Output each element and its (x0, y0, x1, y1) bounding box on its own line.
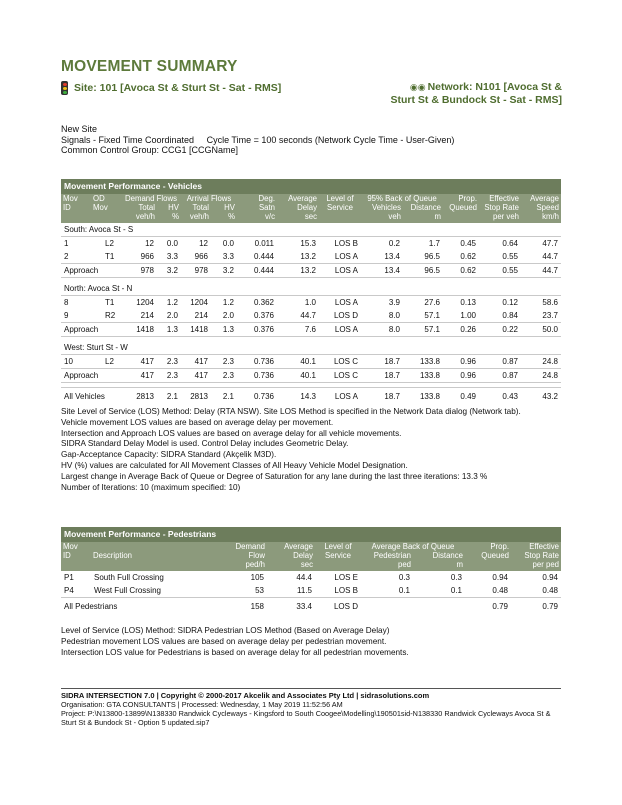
table-cell: 133.8 (403, 369, 443, 383)
table-cell: 1.2 (166, 298, 178, 307)
table-cell: 0.736 (237, 369, 277, 383)
table-cell: 0.13 (460, 298, 476, 307)
footer-organisation: Organisation: GTA CONSULTANTS | Processed: Wednesday, 1 May 2019 11:52:56 AM (61, 700, 343, 709)
table-cell: 57.1 (403, 323, 443, 337)
note-line: SIDRA Standard Delay Model is used. Control Delay includes Geometric Delay. (61, 439, 349, 449)
network-heading (387, 81, 562, 107)
table-cell: 133.8 (403, 388, 443, 405)
table-cell: 0.1 (398, 586, 410, 595)
table-cell: 0.376 (237, 323, 277, 337)
col-header: km/h (521, 212, 561, 223)
col-header: Demand (211, 542, 267, 551)
table-cell: 53 (255, 586, 264, 595)
table-cell: LOS A (319, 264, 361, 278)
footer (61, 688, 561, 727)
footer-project: Project: P:\N13800-13899\N138330 Randwick Cycleways - Kingsford to South Coogee\Modelling\190501sid-N138330 Randwick Cycleways Avoca St & Sturt St & Bundock St - Option 5 updated.sip7 (61, 709, 551, 727)
col-header: m (413, 560, 465, 571)
table-cell: 11.5 (297, 586, 312, 595)
col-header: Demand Flows (121, 194, 181, 203)
table-cell: 13.2 (300, 252, 316, 261)
table-cell: 43.2 (521, 388, 561, 405)
table-cell: West Full Crossing (94, 586, 161, 595)
pedestrians-body (61, 571, 561, 614)
note-line: HV (%) values are calculated for All Movement Classes of All Heavy Vehicle Model Designation. (61, 460, 408, 470)
info-line: Signals - Fixed Time Coordinated Cycle Time = 100 seconds (Network Cycle Time - User-Given) (61, 134, 455, 145)
note-line: Site Level of Service (LOS) Method: Delay (RTA NSW). Site LOS Method is specified in the Network Data dialog (Network tab). (61, 407, 521, 416)
section-name: West: Sturt St - W (61, 341, 561, 355)
table-cell: 44.7 (521, 264, 561, 278)
col-header: Effective (479, 194, 521, 203)
table-cell: 13.4 (384, 252, 400, 261)
table-cell: 0.12 (502, 298, 518, 307)
table-cell: LOS A (334, 252, 358, 261)
table-cell: 1204 (190, 298, 208, 307)
table-cell: 0.49 (443, 388, 479, 405)
table-cell: 0.736 (253, 357, 274, 366)
table-cell: 0.87 (502, 357, 518, 366)
col-header: Vehicles (361, 203, 403, 212)
col-header: Queued (465, 551, 511, 560)
info-line: New Site (61, 124, 98, 134)
section-row (61, 282, 561, 296)
table-row (61, 355, 561, 369)
table-cell: 44.7 (542, 252, 558, 261)
table-cell: 0.444 (253, 252, 274, 261)
table-cell: 0.362 (253, 298, 274, 307)
col-header: Distance (413, 551, 465, 560)
table-cell: 0.87 (479, 369, 521, 383)
table-cell: 0.444 (237, 264, 277, 278)
table-row (61, 309, 561, 323)
note-line: Pedestrian movement LOS values are based on average delay per pedestrian movement. (61, 636, 387, 646)
col-header: Average (267, 542, 315, 551)
note-line: Intersection LOS value for Pedestrians is based on average delay for all pedestrian movements. (61, 647, 409, 657)
table-cell: P4 (64, 586, 74, 595)
col-header: v/c (237, 212, 277, 223)
site-info (61, 124, 454, 156)
table-cell: 0.48 (542, 586, 558, 595)
table-cell: LOS C (319, 369, 361, 383)
table-cell: 105 (250, 573, 264, 582)
col-header: Speed (521, 203, 561, 212)
table-cell: 44.4 (296, 573, 312, 582)
note-line: Level of Service (LOS) Method: SIDRA Pedestrian LOS Method (Based on Average Delay) (61, 626, 390, 635)
col-header: Description (91, 551, 211, 560)
table-cell: 0.96 (460, 357, 476, 366)
table-cell: 966 (140, 252, 154, 261)
table-cell: 3.3 (166, 252, 178, 261)
page-title: MOVEMENT SUMMARY (61, 58, 238, 75)
col-header: Effective (511, 542, 561, 551)
table-cell: 0.48 (492, 586, 508, 595)
col-header: veh/h (181, 212, 211, 223)
total-row (61, 598, 561, 615)
table-cell: 2.3 (166, 357, 178, 366)
table-cell: 978 (181, 264, 211, 278)
table-cell: 2.0 (222, 311, 234, 320)
col-header: Mov (61, 542, 91, 551)
table-cell: T1 (105, 298, 115, 307)
table-cell: 1.7 (428, 239, 440, 248)
table-cell: 13.4 (361, 264, 403, 278)
table-cell: 0.55 (479, 264, 521, 278)
col-header: per ped (511, 560, 561, 571)
table-cell: 2813 (181, 388, 211, 405)
table-cell: 0.2 (388, 239, 400, 248)
vehicles-body (61, 223, 561, 404)
table-cell: 0.1 (450, 586, 462, 595)
vehicle-notes (61, 407, 521, 493)
approach-row (61, 323, 561, 337)
table-cell: 0.3 (398, 573, 410, 582)
table-cell: All Vehicles (61, 388, 121, 405)
table-cell: 27.6 (424, 298, 440, 307)
table-cell: 0.45 (460, 239, 476, 248)
table-cell: 44.7 (300, 311, 316, 320)
table-cell: 1.3 (211, 323, 237, 337)
table-cell: 47.7 (542, 239, 558, 248)
vehicles-table-title: Movement Performance - Vehicles (61, 179, 561, 194)
col-header: Distance (403, 203, 443, 212)
table-cell (413, 598, 465, 615)
table-cell: 40.1 (300, 357, 316, 366)
table-cell: 214 (140, 311, 154, 320)
col-header: Service (315, 551, 361, 560)
table-cell: 0.0 (222, 239, 234, 248)
col-header: ID (61, 551, 91, 560)
table-cell: 966 (194, 252, 208, 261)
table-cell: 0.79 (511, 598, 561, 615)
col-header: Delay (267, 551, 315, 560)
table-cell: LOS D (315, 598, 361, 615)
col-header: Deg. (237, 194, 277, 203)
table-cell: 2.1 (211, 388, 237, 405)
note-line: Number of Iterations: 10 (maximum specified: 10) (61, 482, 241, 492)
col-header: Stop Rate (479, 203, 521, 212)
table-cell: LOS A (319, 388, 361, 405)
table-cell: 0.94 (492, 573, 508, 582)
table-cell: 1.3 (157, 323, 181, 337)
table-cell: 40.1 (277, 369, 319, 383)
table-cell: 96.5 (403, 264, 443, 278)
table-cell: T1 (105, 252, 115, 261)
total-row (61, 388, 561, 405)
table-cell: 0.55 (502, 252, 518, 261)
table-cell: 0.43 (479, 388, 521, 405)
table-cell: Approach (61, 369, 121, 383)
col-header: HV (211, 203, 237, 212)
footer-copyright: SIDRA INTERSECTION 7.0 | Copyright © 2000-2017 Akcelik and Associates Pty Ltd | sidrasolutions.com (61, 691, 430, 700)
col-header: veh/h (121, 212, 157, 223)
table-cell: 24.8 (542, 357, 558, 366)
col-header: Arrival Flows (181, 194, 237, 203)
table-cell: 2.3 (211, 369, 237, 383)
table-cell: 2.3 (157, 369, 181, 383)
table-cell: 0.26 (443, 323, 479, 337)
table-cell: 417 (140, 357, 154, 366)
pedestrians-grid (61, 542, 561, 614)
col-header: % (157, 212, 181, 223)
table-cell: P1 (64, 573, 74, 582)
table-cell: 0.22 (479, 323, 521, 337)
network-icon: ◉◉ (409, 82, 426, 92)
table-cell: Approach (61, 264, 121, 278)
table-cell: 18.7 (384, 357, 400, 366)
col-header: Mov (91, 203, 121, 212)
approach-row (61, 369, 561, 383)
table-cell: L2 (105, 239, 114, 248)
table-cell: 8.0 (361, 323, 403, 337)
vehicles-grid (61, 194, 561, 404)
table-cell: L2 (105, 357, 114, 366)
table-cell: 18.7 (361, 369, 403, 383)
col-header: Total (181, 203, 211, 212)
pedestrians-table-title: Movement Performance - Pedestrians (61, 527, 561, 542)
network-label: Network: N101 [Avoca St & Sturt St & Bundock St - Sat - RMS] (390, 81, 562, 106)
table-cell: 0.3 (450, 573, 462, 582)
approach-row (61, 264, 561, 278)
table-cell: 214 (194, 311, 208, 320)
table-cell: LOS D (333, 311, 358, 320)
table-row (61, 237, 561, 251)
col-header: ID (61, 203, 91, 212)
col-header: Mov (61, 194, 91, 203)
table-cell: 1418 (181, 323, 211, 337)
table-cell: 0.62 (460, 252, 476, 261)
table-cell: 96.5 (424, 252, 440, 261)
col-header: Flow (211, 551, 267, 560)
table-cell: 0.79 (465, 598, 511, 615)
table-cell: 7.6 (277, 323, 319, 337)
table-cell: 1204 (136, 298, 154, 307)
section-name: North: Avoca St - N (61, 282, 561, 296)
table-cell: 0.011 (254, 239, 274, 248)
col-header: Average (277, 194, 319, 203)
col-header: Satn (237, 203, 277, 212)
table-cell: 0.84 (502, 311, 518, 320)
section-row (61, 341, 561, 355)
section-row (61, 223, 561, 237)
col-header: Delay (277, 203, 319, 212)
table-cell: 158 (211, 598, 267, 615)
col-header: ped/h (211, 560, 267, 571)
table-cell: 9 (64, 311, 69, 320)
table-cell: 18.7 (361, 388, 403, 405)
table-cell: 12 (145, 239, 154, 248)
col-header: Pedestrian (361, 551, 413, 560)
table-cell: LOS C (333, 357, 358, 366)
ped-notes (61, 626, 409, 658)
table-cell: LOS E (334, 573, 358, 582)
table-cell: 8.0 (388, 311, 400, 320)
note-line: Vehicle movement LOS values are based on average delay per movement. (61, 417, 334, 427)
table-cell: 1.00 (460, 311, 476, 320)
vehicles-table (61, 179, 561, 404)
note-line: Largest change in Average Back of Queue or Degree of Saturation for any lane during the last three iterations: 13.3 % (61, 471, 488, 481)
table-cell: 0.736 (237, 388, 277, 405)
table-cell: 0.96 (443, 369, 479, 383)
table-cell: 0.64 (502, 239, 518, 248)
table-cell: 2.3 (222, 357, 234, 366)
table-cell: 978 (121, 264, 157, 278)
table-cell: LOS B (334, 239, 358, 248)
col-header: Average Back of Queue (361, 542, 465, 551)
table-cell: 3.2 (211, 264, 237, 278)
table-cell: 2813 (121, 388, 157, 405)
col-header: Level of (315, 542, 361, 551)
col-header: ped (361, 560, 413, 571)
col-header: per veh (479, 212, 521, 223)
table-cell: 1418 (121, 323, 157, 337)
table-cell: LOS A (334, 298, 358, 307)
table-cell: 0.62 (443, 264, 479, 278)
table-cell (361, 598, 413, 615)
table-cell: 13.2 (277, 264, 319, 278)
table-cell: 58.6 (542, 298, 558, 307)
table-cell: 133.8 (419, 357, 440, 366)
site-label: Site: 101 [Avoca St & Sturt St - Sat - RMS] (74, 82, 282, 94)
table-cell: Approach (61, 323, 121, 337)
table-cell: 33.4 (267, 598, 315, 615)
traffic-light-icon (61, 81, 68, 95)
table-cell: 57.1 (424, 311, 440, 320)
table-cell: All Pedestrians (61, 598, 211, 615)
col-header: Queued (443, 203, 479, 212)
table-cell: South Full Crossing (94, 573, 164, 582)
table-row (61, 296, 561, 310)
table-cell: R2 (105, 311, 116, 320)
table-cell: 2.0 (166, 311, 178, 320)
col-header: Average (521, 194, 561, 203)
table-cell: 417 (181, 369, 211, 383)
table-cell: 15.3 (300, 239, 316, 248)
col-header: Prop. (443, 194, 479, 203)
section-name: South: Avoca St - S (61, 223, 561, 237)
col-header: Prop. (465, 542, 511, 551)
col-header: veh (361, 212, 403, 223)
table-cell: 2.1 (157, 388, 181, 405)
table-cell: 1 (64, 239, 69, 248)
table-cell: 1.2 (222, 298, 234, 307)
table-row (61, 571, 561, 584)
col-header: Total (121, 203, 157, 212)
table-cell: 50.0 (521, 323, 561, 337)
table-cell: 417 (194, 357, 208, 366)
site-heading (61, 81, 281, 95)
table-cell: 3.2 (157, 264, 181, 278)
pedestrians-table (61, 527, 561, 614)
col-header: 95% Back of Queue (361, 194, 443, 203)
table-cell: 12 (199, 239, 208, 248)
table-cell: LOS A (319, 323, 361, 337)
col-header: m (403, 212, 443, 223)
col-header: Stop Rate (511, 551, 561, 560)
table-cell: 0.94 (542, 573, 558, 582)
table-cell: 417 (121, 369, 157, 383)
note-line: Gap-Acceptance Capacity: SIDRA Standard (Akçelik M3D). (61, 450, 277, 460)
note-line: Intersection and Approach LOS values are based on average delay for all vehicle movements. (61, 428, 402, 438)
table-cell: 10 (64, 357, 73, 366)
table-cell: 8 (64, 298, 69, 307)
col-header: sec (277, 212, 319, 223)
table-cell: 14.3 (277, 388, 319, 405)
table-cell: 3.9 (388, 298, 400, 307)
col-header: OD (91, 194, 121, 203)
table-cell: 23.7 (542, 311, 558, 320)
table-cell: 24.8 (521, 369, 561, 383)
table-row (61, 584, 561, 598)
col-header: HV (157, 203, 181, 212)
table-cell: LOS B (334, 586, 358, 595)
col-header: % (211, 212, 237, 223)
col-header: Level of (319, 194, 361, 203)
table-cell: 2 (64, 252, 69, 261)
col-header: Service (319, 203, 361, 212)
table-cell: 1.0 (304, 298, 316, 307)
info-line: Common Control Group: CCG1 [CCGName] (61, 145, 239, 155)
table-cell: 0.0 (166, 239, 178, 248)
table-cell: 3.3 (222, 252, 234, 261)
table-row (61, 250, 561, 264)
table-cell: 0.376 (253, 311, 274, 320)
col-header: sec (267, 560, 315, 571)
